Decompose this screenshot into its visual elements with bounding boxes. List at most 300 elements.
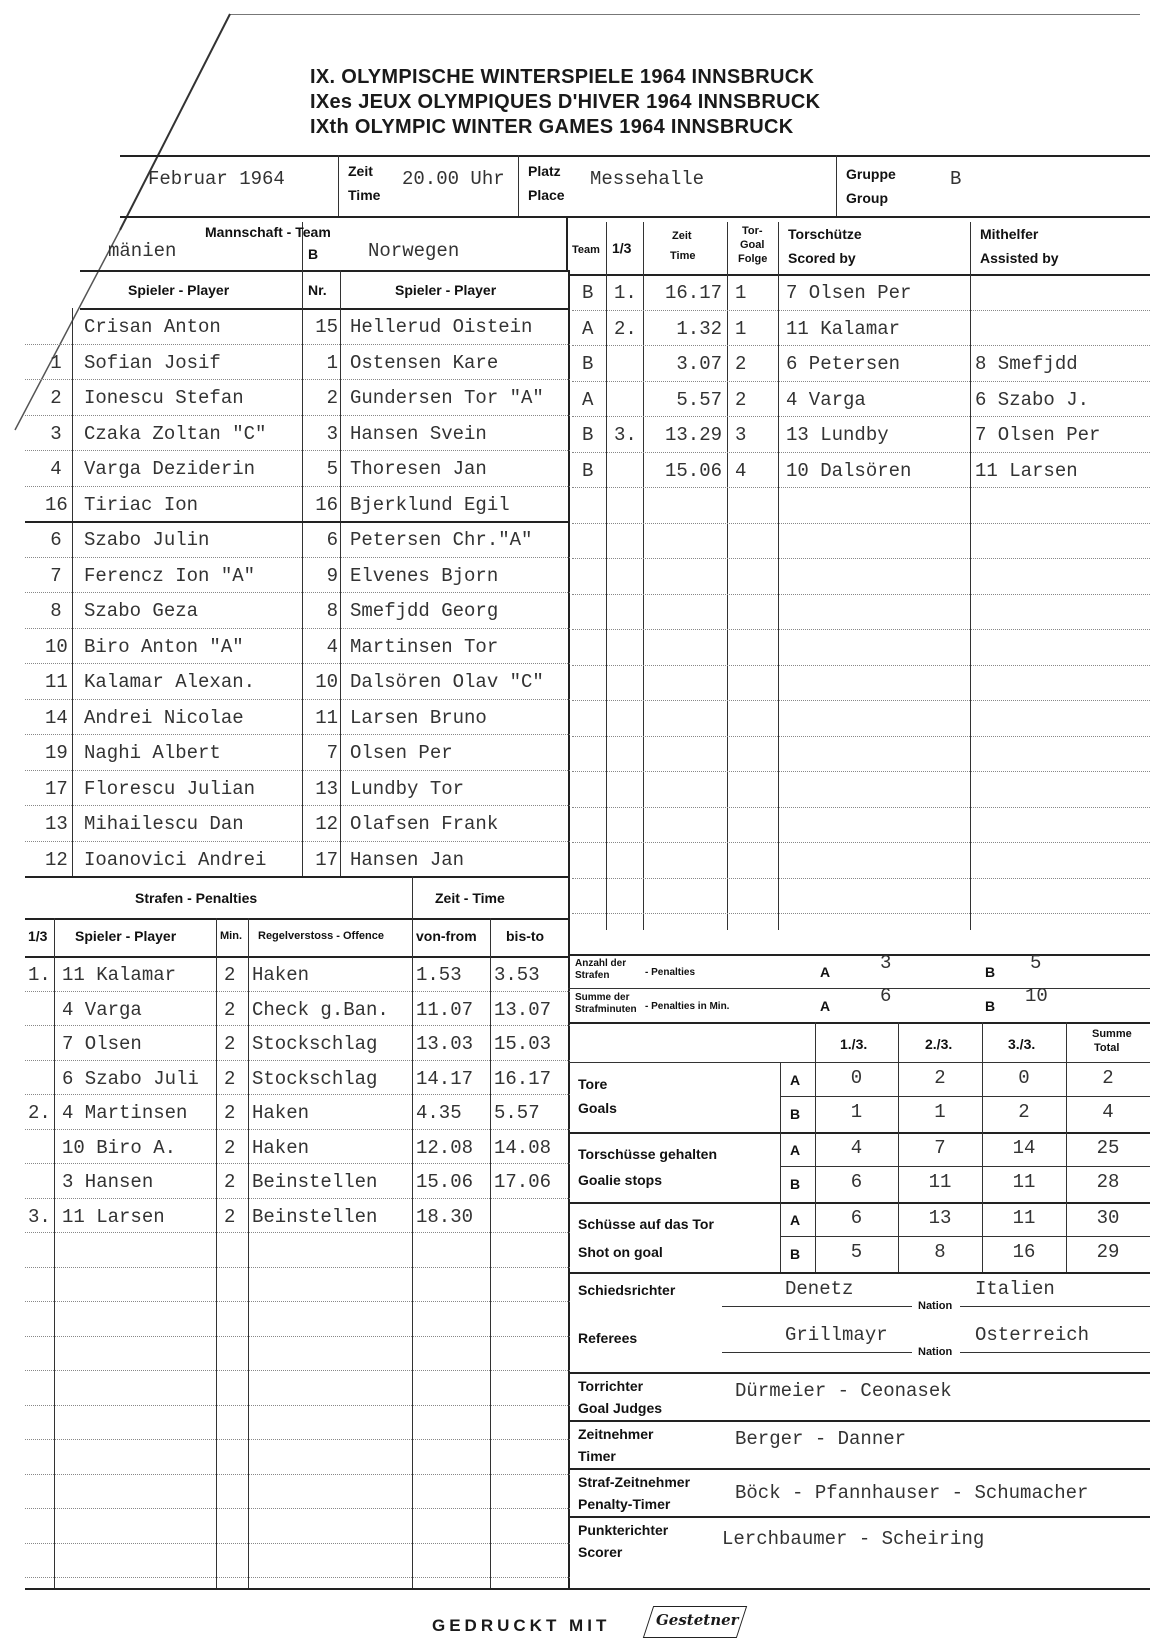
rule-line (572, 594, 1150, 595)
goals-h-folge-1: Tor- (742, 225, 763, 237)
team-label: Mannschaft - Team (205, 224, 331, 240)
roster-b-number: 4 (326, 635, 338, 658)
stops-a-value: 25 (1096, 1137, 1120, 1159)
penalty-player: 11 Kalamar (62, 964, 177, 986)
penalty-from: 18.30 (416, 1205, 474, 1228)
rule-line (25, 1301, 570, 1302)
ref2-nation: Osterreich (975, 1324, 1090, 1346)
roster-b-player: Petersen Chr."A" (350, 529, 533, 551)
stats-h-tot-1: Summe (1092, 1028, 1132, 1040)
rule-line (25, 1129, 570, 1130)
stops-a-value: 4 (850, 1137, 863, 1159)
goal-sequence: 3 (735, 424, 747, 446)
roster-a-player: Sofian Josif (84, 351, 221, 374)
stops-de-label: Torschüsse gehalten (578, 1146, 718, 1162)
penalty-minutes: 2 (224, 1033, 236, 1055)
goals-b-label: B (790, 1106, 801, 1122)
group-label-en: Group (846, 190, 888, 206)
roster-a-number: 3 (50, 422, 62, 445)
timer-names: Berger - Danner (735, 1428, 907, 1450)
rule-line (25, 628, 570, 629)
penalty-to: 14.08 (494, 1136, 552, 1159)
penalty-player: 3 Hansen (62, 1171, 154, 1193)
roster-a-number: 19 (45, 742, 68, 764)
goals-h-folge-2: Goal (740, 239, 765, 251)
roster-a-number: 17 (45, 777, 68, 800)
penalty-from: 1.53 (416, 964, 462, 986)
goal-scorer: 6 Petersen (786, 353, 901, 375)
goal-team: B (582, 282, 594, 304)
pen-count-a-label: A (820, 964, 831, 980)
penalty-to: 15.03 (494, 1033, 552, 1055)
penalty-offence: Check g.Ban. (252, 998, 389, 1021)
roster-header-b: Spieler - Player (395, 282, 497, 298)
pen-mins-en: - Penalties in Min. (645, 1001, 730, 1012)
shots-b-value: 29 (1096, 1241, 1120, 1263)
roster-a-player: Szabo Julin (84, 529, 210, 551)
rule-line (25, 841, 570, 842)
shots-b-value: 8 (934, 1241, 946, 1263)
stops-b-value: 28 (1096, 1171, 1120, 1193)
goals-h-time-en: Time (670, 250, 696, 262)
penalty-to: 17.06 (494, 1171, 552, 1193)
title-en: IXth OLYMPIC WINTER GAMES 1964 INNSBRUCK (310, 116, 794, 138)
penalty-to: 13.07 (494, 998, 552, 1021)
rule-line (25, 1232, 570, 1233)
rule-line (572, 842, 1150, 843)
goal-scorer: 13 Lundby (786, 424, 889, 446)
rule-line (25, 1508, 570, 1509)
roster-a-player: Kalamar Alexan. (84, 671, 256, 693)
goals-de-label: Tore (578, 1076, 608, 1092)
roster-b-player: Olafsen Frank (350, 813, 499, 835)
goal-sequence: 2 (735, 388, 747, 411)
roster-b-number: 9 (326, 564, 338, 587)
roster-a-player: Andrei Nicolae (84, 706, 244, 729)
rule-line (572, 310, 1150, 311)
pen-h-period: 1/3 (28, 928, 48, 944)
goals-h-team: Team (572, 244, 600, 256)
goal-sequence: 2 (735, 353, 747, 375)
ref1-nation: Italien (975, 1278, 1055, 1300)
penalty-period: 1. (28, 964, 51, 986)
roster-a-number: 7 (50, 564, 62, 587)
penalty-from: 12.08 (416, 1136, 474, 1159)
penalty-from: 13.03 (416, 1033, 474, 1055)
pen-count-de: Anzahl der Strafen (575, 958, 627, 981)
rule-line (572, 665, 1150, 666)
goals-h-scorer-en: Scored by (788, 250, 856, 266)
rule-line (25, 1439, 570, 1440)
goal-scorer: 11 Kalamar (786, 317, 901, 340)
shots-a-value: 6 (850, 1207, 863, 1229)
roster-b-player: Hellerud Oistein (350, 316, 533, 338)
roster-a-player: Mihailescu Dan (84, 813, 244, 835)
time-label-de: Zeit (348, 163, 373, 179)
roster-b-number: 5 (326, 458, 338, 480)
roster-a-number: 10 (45, 635, 68, 658)
goals-h-folge-3: Folge (738, 253, 768, 265)
goal-team: B (582, 424, 594, 446)
rule-line (25, 415, 570, 416)
goals-en-label: Goals (578, 1100, 617, 1116)
rule-line (25, 699, 570, 700)
roster-b-player: Martinsen Tor (350, 635, 499, 658)
roster-a-number: 16 (45, 493, 68, 516)
ref-de-label: Schiedsrichter (578, 1282, 676, 1298)
place-label-de: Platz (528, 163, 561, 179)
roster-b-player: Elvenes Bjorn (350, 564, 499, 587)
penalty-player: 10 Biro A. (62, 1136, 177, 1159)
penalty-minutes: 2 (224, 964, 236, 986)
stops-b-value: 6 (850, 1171, 863, 1193)
stops-a-label: A (790, 1142, 801, 1158)
place-label-en: Place (528, 187, 565, 203)
judges-en-label: Goal Judges (578, 1400, 663, 1416)
goal-team: B (582, 353, 594, 375)
goal-assist: 8 Smefjdd (975, 353, 1078, 375)
goal-time: 13.29 (664, 424, 722, 446)
goals-h-scorer-de: Torschütze (788, 226, 862, 242)
shots-a-value: 30 (1096, 1207, 1120, 1229)
match-date: Februar 1964 (148, 168, 285, 190)
goals-a-label: A (790, 1072, 801, 1088)
title-de: IX. OLYMPISCHE WINTERSPIELE 1964 INNSBRUCK (310, 66, 815, 88)
goal-team: B (582, 459, 594, 482)
goals-h-period: 1/3 (612, 240, 632, 256)
rule-line (25, 592, 570, 593)
goal-time: 15.06 (664, 459, 722, 482)
penalty-minutes: 2 (224, 1205, 236, 1228)
rule-line (25, 663, 570, 664)
pen-count-b-label: B (985, 964, 996, 980)
roster-a-player: Szabo Geza (84, 600, 199, 622)
ref1-nation-label: Nation (918, 1300, 953, 1312)
pen-h-offence: Regelverstoss - Offence (258, 930, 384, 942)
roster-b-player: Hansen Jan (350, 848, 465, 871)
roster-b-player: Ostensen Kare (350, 351, 499, 374)
roster-b-player: Thoresen Jan (350, 458, 487, 480)
group-label-de: Gruppe (846, 166, 896, 182)
goals-h-assist-de: Mithelfer (980, 226, 1039, 242)
roster-b-number: 8 (326, 600, 338, 622)
goals-a-value: 2 (934, 1067, 946, 1089)
shots-a-value: 13 (928, 1207, 952, 1229)
stats-h-2: 2./3. (925, 1036, 953, 1052)
rule-line (572, 381, 1150, 382)
roster-b-number: 2 (326, 387, 338, 409)
roster-b-number: 16 (315, 493, 338, 516)
stops-b-value: 11 (1012, 1171, 1036, 1193)
roster-b-number: 13 (315, 777, 338, 800)
printed-label: GEDRUCKT MIT (432, 1616, 611, 1635)
penalty-from: 4.35 (416, 1102, 462, 1124)
shots-b-label: B (790, 1246, 801, 1262)
pen-mins-b: 10 (1025, 985, 1048, 1007)
penalty-offence: Haken (252, 1102, 310, 1124)
ref1-name: Denetz (785, 1278, 854, 1300)
penalties-title: Strafen - Penalties (135, 890, 258, 906)
goal-scorer: 7 Olsen Per (786, 282, 912, 304)
ref2-name: Grillmayr (785, 1324, 888, 1346)
goal-time: 5.57 (676, 388, 722, 411)
penalty-to: 3.53 (494, 964, 540, 986)
shots-en-label: Shot on goal (578, 1244, 663, 1260)
timer-de-label: Zeitnehmer (578, 1426, 654, 1442)
goal-time: 1.32 (676, 317, 722, 340)
penalty-to: 16.17 (494, 1067, 552, 1090)
goals-b-value: 1 (934, 1101, 946, 1123)
team-b-name: Norwegen (368, 240, 460, 262)
pen-h-from: von-from (416, 928, 477, 944)
roster-b-number: 6 (326, 529, 338, 551)
goals-h-assist-en: Assisted by (980, 250, 1059, 266)
roster-b-number: 10 (315, 671, 338, 693)
roster-b-player: Olsen Per (350, 742, 453, 764)
penalty-player: 4 Varga (62, 998, 142, 1021)
judges-names: Dürmeier - Ceonasek (735, 1380, 952, 1402)
roster-b-number: 11 (315, 706, 338, 729)
rule-line (25, 1267, 570, 1268)
rule-line (572, 345, 1150, 346)
rule-line (572, 736, 1150, 737)
rule-line (25, 734, 570, 735)
roster-a-number: 4 (50, 458, 62, 480)
stats-h-tot-2: Total (1094, 1042, 1120, 1054)
rule-line (25, 1336, 570, 1337)
pen-count-b: 5 (1030, 952, 1042, 974)
rule-line (25, 1025, 570, 1026)
match-time: 20.00 Uhr (402, 168, 505, 190)
roster-header-nr: Nr. (308, 282, 327, 298)
penalty-to: 5.57 (494, 1102, 540, 1124)
penalty-offence: Haken (252, 1136, 310, 1159)
match-place: Messehalle (590, 168, 705, 190)
team-b-letter: B (308, 246, 319, 262)
rule-line (25, 521, 570, 523)
pen-count-en: - Penalties (645, 967, 696, 978)
penalty-from: 11.07 (416, 998, 474, 1021)
roster-a-player: Ionescu Stefan (84, 387, 244, 409)
rule-line (25, 1577, 570, 1578)
penalties-time-title: Zeit - Time (435, 890, 505, 906)
roster-b-player: Smefjdd Georg (350, 600, 499, 622)
goal-time: 16.17 (664, 282, 722, 304)
pen-h-player: Spieler - Player (75, 928, 177, 944)
rule-line (572, 771, 1150, 772)
rule-line (572, 913, 1150, 914)
penalty-offence: Haken (252, 964, 310, 986)
roster-a-number: 6 (50, 529, 62, 551)
goal-scorer: 4 Varga (786, 388, 866, 411)
shots-de-label: Schüsse auf das Tor (578, 1216, 714, 1232)
scorer-names: Lerchbaumer - Scheiring (722, 1528, 985, 1550)
roster-a-player: Naghi Albert (84, 742, 221, 764)
rule-line (572, 700, 1150, 701)
penalty-minutes: 2 (224, 1067, 236, 1090)
rule-line (25, 450, 570, 451)
goals-b-value: 1 (850, 1101, 863, 1123)
roster-b-number: 15 (315, 316, 338, 338)
stops-b-value: 11 (928, 1171, 952, 1193)
roster-b-player: Gundersen Tor "A" (350, 387, 544, 409)
ref2-nation-label: Nation (918, 1346, 953, 1358)
stats-h-1: 1./3. (840, 1036, 868, 1052)
roster-b-number: 7 (326, 742, 338, 764)
rule-line (25, 1163, 570, 1164)
rule-line (572, 807, 1150, 808)
ptimer-de-label: Straf-Zeitnehmer (578, 1474, 691, 1490)
rule-line (25, 991, 570, 992)
goal-assist: 7 Olsen Per (975, 424, 1101, 446)
roster-b-number: 12 (315, 813, 338, 835)
shots-b-value: 16 (1012, 1241, 1036, 1263)
goals-b-value: 2 (1018, 1101, 1030, 1123)
pen-h-min: Min. (220, 930, 242, 942)
rule-line (25, 1405, 570, 1406)
ref-en-label: Referees (578, 1330, 638, 1346)
rule-line (572, 878, 1150, 879)
goal-period: 2. (614, 317, 637, 340)
stops-en-label: Goalie stops (578, 1172, 663, 1188)
pen-mins-a-label: A (820, 998, 831, 1014)
penalty-minutes: 2 (224, 1136, 236, 1159)
roster-b-player: Dalsören Olav "C" (350, 671, 544, 693)
roster-a-number: 2 (50, 387, 62, 409)
penalty-minutes: 2 (224, 1102, 236, 1124)
rule-line (572, 416, 1150, 417)
goals-b-value: 4 (1102, 1101, 1114, 1123)
roster-a-player: Crisan Anton (84, 316, 221, 338)
roster-a-player: Biro Anton "A" (84, 635, 244, 658)
rule-line (572, 487, 1150, 488)
roster-b-player: Lundby Tor (350, 777, 465, 800)
pen-mins-de: Summe der Strafminuten (575, 992, 637, 1015)
rule-line (572, 558, 1150, 559)
shots-a-label: A (790, 1212, 801, 1228)
roster-a-number: 12 (45, 848, 68, 871)
timer-en-label: Timer (578, 1448, 616, 1464)
roster-a-number: 11 (45, 671, 68, 693)
penalty-period: 2. (28, 1102, 51, 1124)
goal-sequence: 1 (735, 282, 747, 304)
shots-a-value: 11 (1012, 1207, 1036, 1229)
rule-line (25, 1474, 570, 1475)
scorer-en-label: Scorer (578, 1544, 623, 1560)
rule-line (25, 805, 570, 806)
roster-a-player: Ioanovici Andrei (84, 848, 267, 871)
rule-line (25, 770, 570, 771)
roster-a-player: Florescu Julian (84, 777, 256, 800)
rule-line (25, 1543, 570, 1544)
rule-line (25, 344, 570, 345)
roster-a-player: Varga Deziderin (84, 458, 256, 480)
roster-header-a: Spieler - Player (128, 282, 230, 298)
goal-team: A (582, 317, 594, 340)
stops-a-value: 7 (934, 1137, 946, 1159)
roster-a-number: 13 (45, 813, 68, 835)
goal-sequence: 1 (735, 317, 747, 340)
pen-mins-b-label: B (985, 998, 996, 1014)
pen-count-a: 3 (880, 952, 892, 974)
goal-scorer: 10 Dalsören (786, 459, 912, 482)
goals-h-time-de: Zeit (672, 230, 692, 242)
roster-b-number: 1 (326, 351, 338, 374)
pen-h-to: bis-to (506, 928, 545, 944)
goal-team: A (582, 388, 594, 411)
penalty-offence: Stockschlag (252, 1033, 378, 1055)
roster-b-number: 17 (315, 848, 338, 871)
ptimer-names: Böck - Pfannhauser - Schumacher (735, 1482, 1089, 1504)
rule-line (572, 523, 1150, 524)
shots-b-value: 5 (850, 1241, 863, 1263)
rule-line (25, 1094, 570, 1095)
goal-assist: 11 Larsen (975, 459, 1078, 482)
rule-line (25, 1060, 570, 1061)
stops-b-label: B (790, 1176, 801, 1192)
penalty-player: 7 Olsen (62, 1033, 142, 1055)
goals-a-value: 2 (1102, 1067, 1114, 1089)
penalty-offence: Beinstellen (252, 1205, 378, 1228)
goal-period: 1. (614, 282, 637, 304)
goal-assist: 6 Szabo J. (975, 388, 1090, 411)
stops-a-value: 14 (1012, 1137, 1036, 1159)
rule-line (572, 629, 1150, 630)
goal-sequence: 4 (735, 459, 747, 482)
penalty-player: 11 Larsen (62, 1205, 165, 1228)
rule-line (25, 1198, 570, 1199)
roster-a-player: Czaka Zoltan "C" (84, 422, 267, 445)
roster-b-player: Bjerklund Egil (350, 493, 510, 516)
rule-line (25, 1370, 570, 1371)
roster-a-number: 1 (50, 351, 62, 374)
brand-name: Gestetner (656, 1611, 739, 1629)
goal-time: 3.07 (676, 353, 722, 375)
match-group: B (950, 168, 962, 190)
scorer-de-label: Punkterichter (578, 1522, 669, 1538)
roster-b-player: Larsen Bruno (350, 706, 487, 729)
title-fr: IXes JEUX OLYMPIQUES D'HIVER 1964 INNSBRUCK (310, 91, 821, 113)
rule-line (25, 557, 570, 558)
goals-a-value: 0 (850, 1067, 863, 1089)
rule-line (25, 379, 570, 380)
penalty-period: 3. (28, 1205, 51, 1228)
ptimer-en-label: Penalty-Timer (578, 1496, 671, 1512)
roster-a-number: 14 (45, 706, 68, 729)
pen-mins-a: 6 (880, 985, 892, 1007)
penalty-player: 6 Szabo Juli (62, 1067, 199, 1090)
bottom-rule (25, 1588, 1150, 1590)
stats-h-3: 3./3. (1008, 1036, 1036, 1052)
goal-period: 3. (614, 424, 637, 446)
penalty-from: 15.06 (416, 1171, 474, 1193)
team-a-name: mänien (108, 240, 177, 262)
rule-line (25, 486, 570, 487)
penalty-from: 14.17 (416, 1067, 474, 1090)
roster-b-number: 3 (326, 422, 338, 445)
penalty-offence: Beinstellen (252, 1171, 378, 1193)
roster-a-player: Tiriac Ion (84, 493, 199, 516)
roster-b-player: Hansen Svein (350, 422, 487, 445)
time-label-en: Time (348, 187, 381, 203)
roster-a-player: Ferencz Ion "A" (84, 564, 256, 587)
penalty-offence: Stockschlag (252, 1067, 378, 1090)
judges-de-label: Torrichter (578, 1378, 644, 1394)
goals-a-value: 0 (1018, 1067, 1030, 1089)
penalty-player: 4 Martinsen (62, 1102, 188, 1124)
roster-a-number: 8 (50, 600, 62, 622)
penalty-minutes: 2 (224, 1171, 236, 1193)
